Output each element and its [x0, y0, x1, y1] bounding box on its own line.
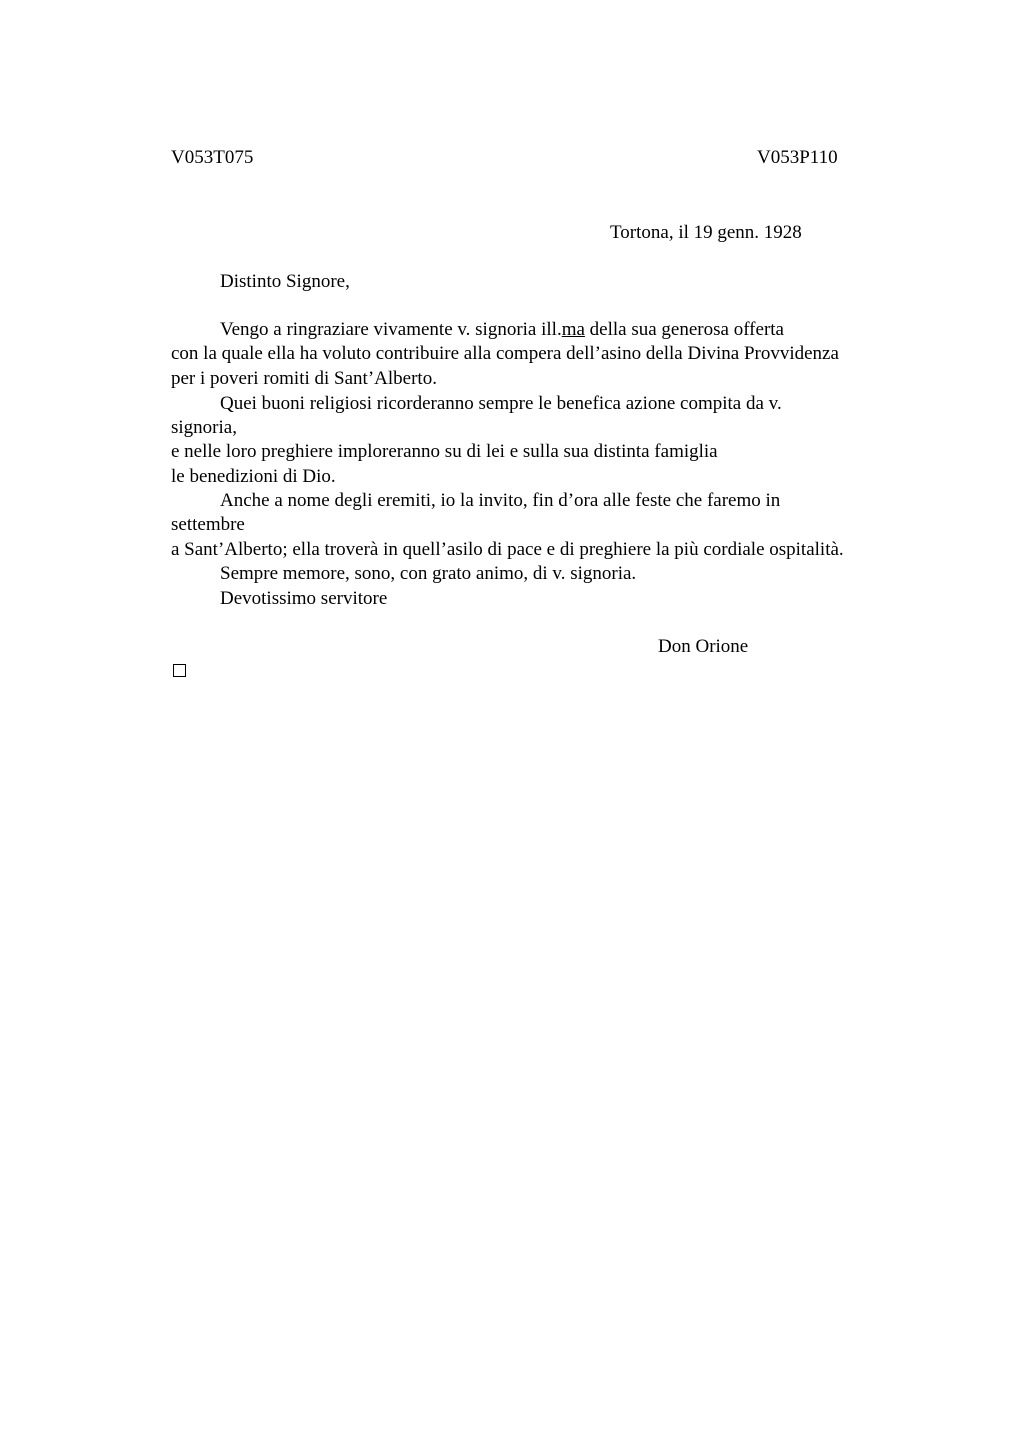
underlined-abbreviation: ma: [561, 319, 585, 340]
letter-line: e nelle loro preghiere imploreranno su di lei e sulla sua distinta famiglia: [171, 441, 718, 462]
letter-line: Quei buoni religiosi ricorderanno sempre le benefica azione compita da v.: [220, 393, 782, 414]
signature: Don Orione: [658, 636, 749, 657]
letter-line: [220, 318, 784, 342]
letter-line: per i poveri romiti di Sant’Alberto.: [171, 368, 437, 389]
empty-box-symbol: [173, 664, 186, 677]
salutation: Distinto Signore,: [220, 271, 350, 292]
letter-text: della sua generosa offerta: [584, 319, 784, 340]
letter-line: Anche a nome degli eremiti, io la invito, fin d’ora alle feste che faremo in: [220, 490, 781, 511]
letter-line: le benedizioni di Dio.: [171, 466, 336, 487]
letter-line: a Sant’Alberto; ella troverà in quell’asilo di pace e di preghiere la più cordiale ospitalità.: [171, 539, 844, 560]
letter-line: Sempre memore, sono, con grato animo, di v. signoria.: [220, 563, 637, 584]
document-code-left: V053T075: [171, 147, 254, 168]
letter-line: con la quale ella ha voluto contribuire alla compera dell’asino della Divina Provvidenza: [171, 343, 839, 364]
letter-text: Vengo a ringraziare vivamente v. signoria ill.: [220, 319, 562, 340]
letter-line: settembre: [171, 514, 245, 535]
letter-line: signoria,: [171, 417, 237, 438]
date-line: Tortona, il 19 genn. 1928: [610, 222, 802, 243]
letter-line: Devotissimo servitore: [220, 588, 388, 609]
document-code-right: V053P110: [757, 147, 838, 168]
